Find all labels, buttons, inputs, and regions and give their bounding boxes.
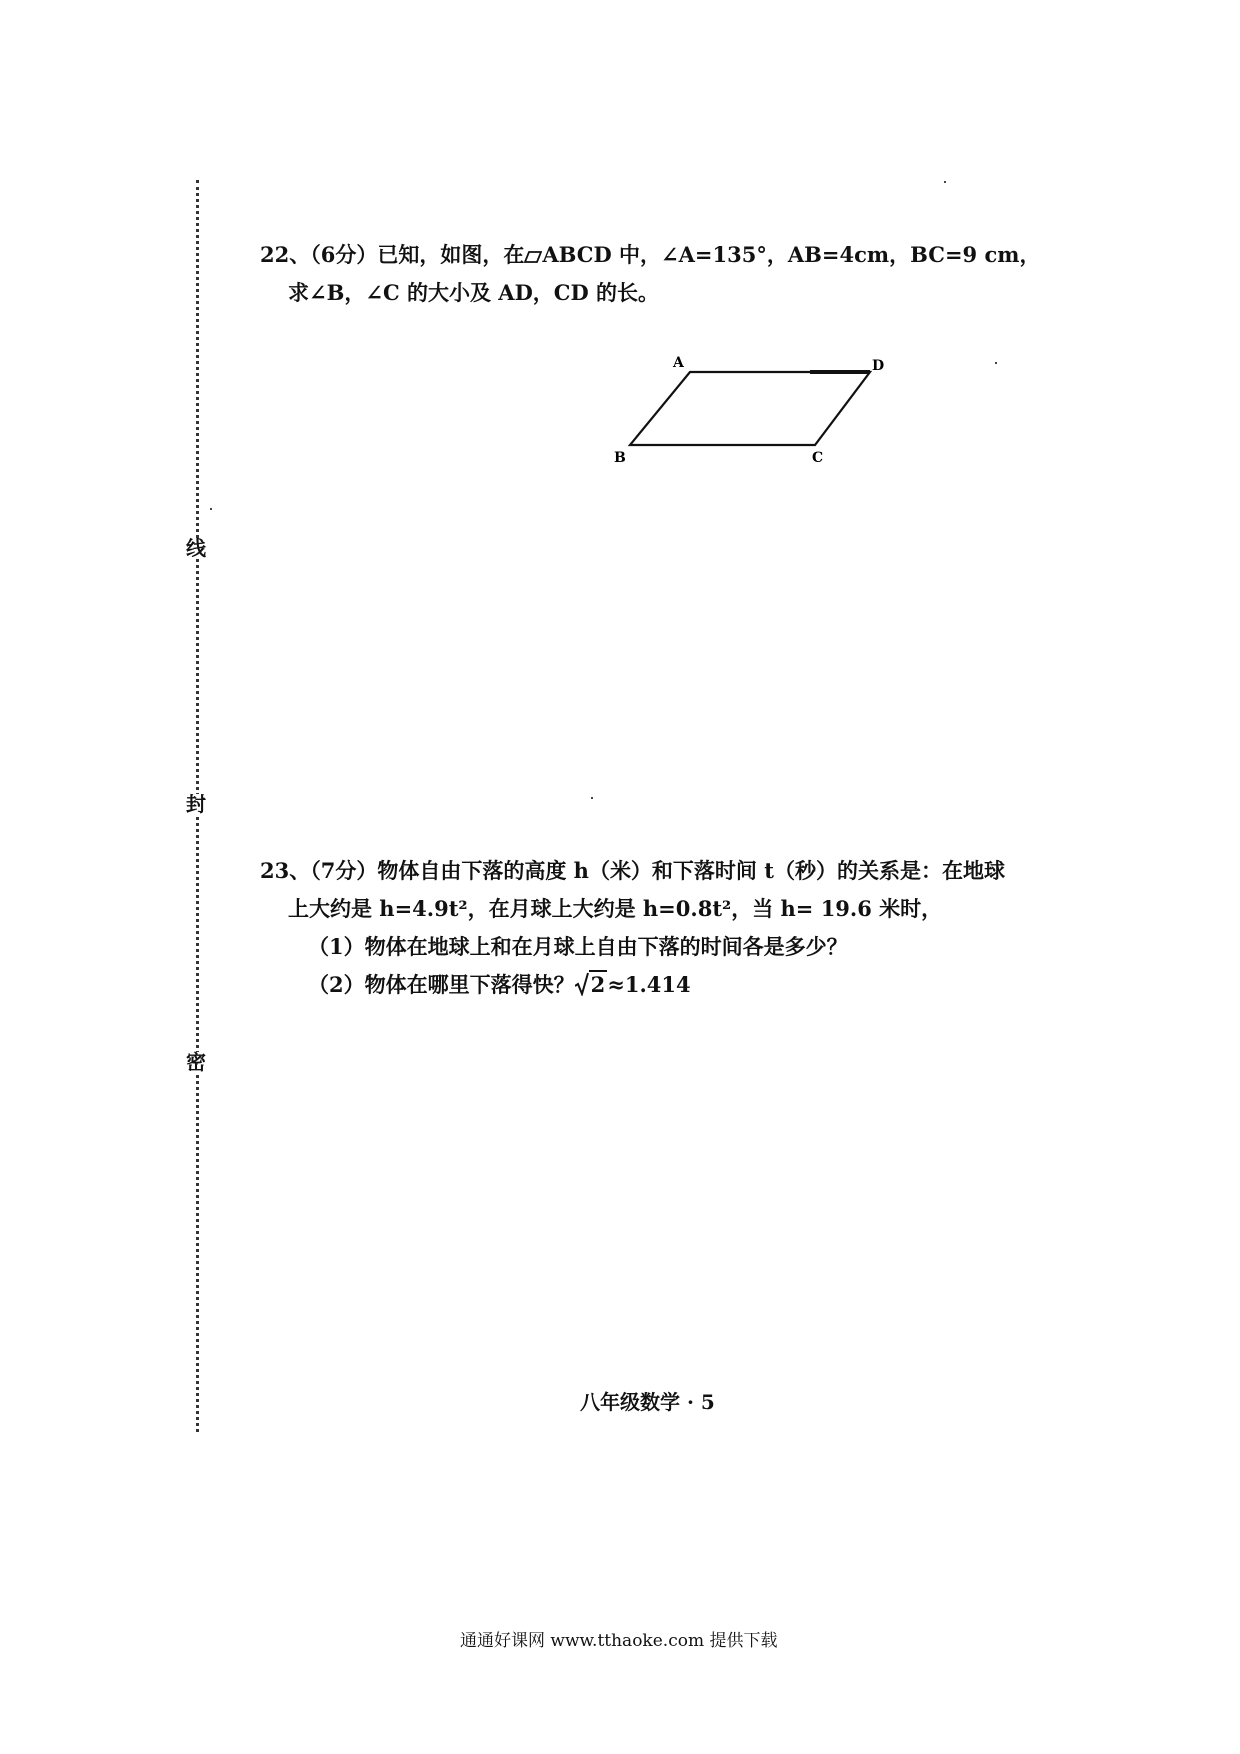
- question-23-score: （7分）: [310, 858, 378, 883]
- binding-char-xian: 线: [186, 536, 206, 560]
- sqrt-radicand: 2: [590, 972, 606, 997]
- parallelogram-symbol-icon: [524, 251, 542, 263]
- question-22-line-1: [260, 240, 1040, 270]
- vertex-label-b: B: [614, 450, 626, 466]
- question-22-score: （6分）: [310, 242, 378, 267]
- parallelogram-figure: [610, 350, 890, 470]
- scan-speck: [591, 797, 593, 799]
- question-23-sub-2: [308, 970, 691, 1000]
- scan-speck: [995, 362, 997, 364]
- parallelogram-abcd: [630, 372, 870, 445]
- question-22-number: 22、: [260, 242, 311, 267]
- scan-speck: [944, 181, 946, 183]
- provider-watermark-text: 通通好课网 www.tthaoke.com 提供下载: [460, 1631, 778, 1651]
- binding-char-mi: 密: [186, 1050, 206, 1074]
- vertex-label-d: D: [872, 358, 885, 374]
- question-23-sub-2-text: （2）物体在哪里下落得快？: [308, 972, 575, 997]
- question-22-line-2: 求∠B，∠C 的大小及 AD，CD 的长。: [288, 280, 660, 305]
- question-22-text-b: ABCD 中，∠A=135°，AB=4cm，BC=9 cm，: [542, 242, 1041, 267]
- sqrt-expression: [575, 970, 608, 1000]
- question-23-line-1: [260, 856, 1005, 886]
- vertex-label-a: A: [673, 355, 684, 371]
- question-23-number: 23、: [260, 858, 311, 883]
- page-footer-label: 八年级数学 · 5: [580, 1390, 715, 1414]
- question-23-text: 物体自由下落的高度 h（米）和下落时间 t（秒）的关系是：在地球: [377, 858, 1005, 883]
- scan-speck: [210, 508, 212, 510]
- binding-char-feng: 封: [186, 792, 206, 816]
- question-22-text-a: 已知，如图，在: [377, 242, 525, 267]
- vertex-label-c: C: [812, 450, 824, 466]
- question-23-sub-1: （1）物体在地球上和在月球上自由下落的时间各是多少？: [308, 934, 848, 959]
- question-23-line-2: 上大约是 h=4.9t²，在月球上大约是 h=0.8t²，当 h= 19.6 米时，: [288, 896, 943, 921]
- sqrt-radical-icon: [575, 972, 589, 996]
- question-22: [0, 240, 1240, 310]
- question-23-sub-2-approx: ≈1.414: [607, 972, 691, 997]
- question-23: [0, 856, 1240, 1006]
